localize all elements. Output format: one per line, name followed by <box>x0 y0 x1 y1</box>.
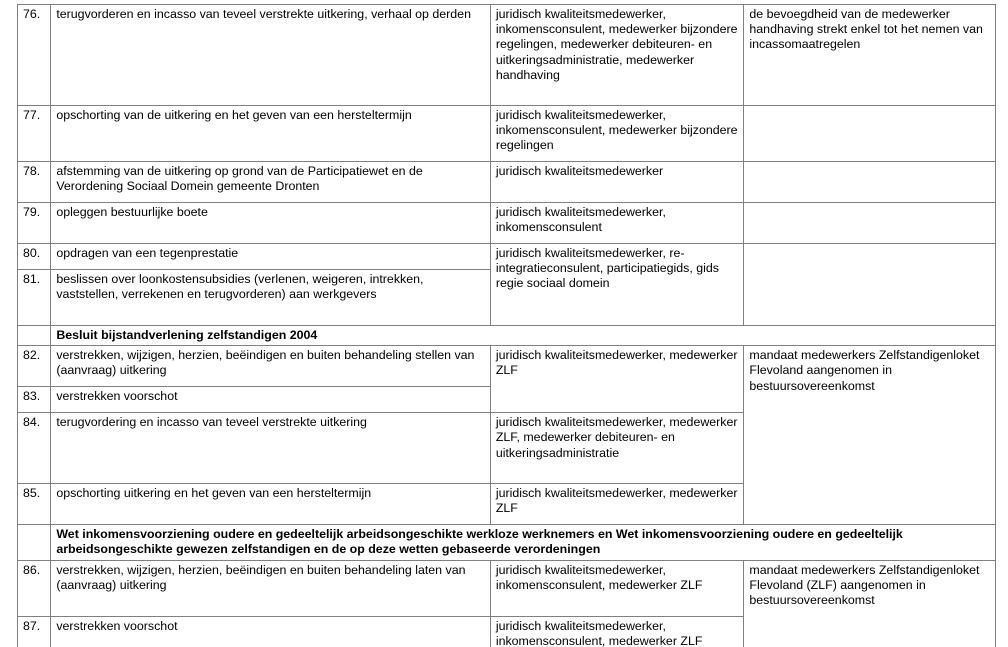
role-cell <box>490 5 744 106</box>
row-number-cell <box>18 106 51 162</box>
task-text: terugvorderen en incasso van teveel verstrekte uitkering, verhaal op derden <box>56 7 471 21</box>
task-text: verstrekken, wijzigen, herzien, beëindigen en buiten behandeling laten van (aanvraag) uitkering <box>56 562 466 592</box>
role-cell <box>490 413 744 484</box>
task-cell <box>51 484 490 525</box>
role-cell <box>490 106 744 162</box>
note-cell <box>744 5 996 106</box>
row-number-cell <box>18 525 51 560</box>
role-text: juridisch kwaliteitsmedewerker, re-integratieconsulent, participatiegids, gids regie sociaal domein <box>495 246 719 291</box>
row-number: 86. <box>23 562 41 577</box>
role-text: juridisch kwaliteitsmedewerker, inkomensconsulent, medewerker bijzondere regelingen <box>495 108 738 153</box>
task-cell <box>51 106 490 162</box>
row-number-cell <box>18 387 51 413</box>
task-cell <box>51 616 490 647</box>
row-number-cell <box>18 346 51 387</box>
row-number: 84. <box>23 415 41 430</box>
role-cell <box>490 203 744 244</box>
table-row <box>18 5 996 106</box>
role-text: juridisch kwaliteitsmedewerker, inkomensconsulent, medewerker ZLF <box>495 562 703 592</box>
role-cell <box>490 244 744 326</box>
note-text: de bevoegdheid van de medewerker handhaving strekt enkel tot het nemen van incassomaatregelen <box>749 7 983 52</box>
row-number-cell <box>18 413 51 484</box>
task-text: afstemming van de uitkering op grond van de Participatiewet en de Verordening Sociaal Domein gemeente Dronten <box>56 164 423 194</box>
role-text: juridisch kwaliteitsmedewerker, medewerker ZLF <box>495 348 738 378</box>
row-number-cell <box>18 560 51 616</box>
section-heading-row <box>18 326 996 346</box>
task-cell <box>51 560 490 616</box>
row-number-cell <box>18 270 51 326</box>
section-heading-text: Wet inkomensvoorziening oudere en gedeeltelijk arbeidsongeschikte werkloze werknemers en Wet inkomensvoorziening oudere en gedeeltelijk arbeidsongeschikte gewezen zelfstandigen en de op deze wetten gebaseerde verordeningen <box>56 527 903 557</box>
table-row <box>18 162 996 203</box>
row-number: 87. <box>23 618 41 633</box>
note-cell <box>744 244 996 326</box>
row-number-cell <box>18 484 51 525</box>
role-text: juridisch kwaliteitsmedewerker <box>495 164 664 178</box>
task-text: opdragen van een tegenprestatie <box>56 246 239 260</box>
role-cell <box>490 616 744 647</box>
task-text: opschorting van de uitkering en het geven van een hersteltermijn <box>56 108 412 122</box>
row-number-cell <box>18 162 51 203</box>
task-cell <box>51 162 490 203</box>
task-cell <box>51 5 490 106</box>
role-text: juridisch kwaliteitsmedewerker, inkomensconsulent <box>495 205 666 235</box>
task-text: beslissen over loonkostensubsidies (verlenen, weigeren, intrekken, vaststellen, verrekenen en terugvorderen) aan werkgevers <box>56 272 424 302</box>
note-text: mandaat medewerkers Zelfstandigenloket Flevoland aangenomen in bestuursovereenkomst <box>749 348 980 393</box>
row-number: 78. <box>23 164 41 178</box>
task-text: opleggen bestuurlijke boete <box>56 205 208 219</box>
row-number: 76. <box>23 7 41 21</box>
role-text: juridisch kwaliteitsmedewerker, medewerker ZLF <box>495 486 738 516</box>
role-cell <box>490 560 744 616</box>
note-cell <box>744 203 996 244</box>
role-cell <box>490 162 744 203</box>
task-cell <box>51 244 490 270</box>
row-number: 83. <box>23 389 41 404</box>
table-row <box>18 203 996 244</box>
section-heading-cell <box>51 326 996 346</box>
row-number: 85. <box>23 486 41 501</box>
mandate-table <box>17 4 996 647</box>
note-cell <box>744 346 996 525</box>
row-number: 82. <box>23 348 41 363</box>
role-cell <box>490 484 744 525</box>
role-text: juridisch kwaliteitsmedewerker, inkomensconsulent, medewerker ZLF <box>495 618 703 647</box>
section-heading-row <box>18 525 996 560</box>
task-text: verstrekken voorschot <box>56 618 178 633</box>
row-number-cell <box>18 616 51 647</box>
task-text: verstrekken voorschot <box>56 389 178 404</box>
task-cell <box>51 270 490 326</box>
note-cell <box>744 162 996 203</box>
row-number: 79. <box>23 205 41 219</box>
role-text: juridisch kwaliteitsmedewerker, medewerker ZLF, medewerker debiteuren- en uitkeringsadministratie <box>495 415 738 460</box>
row-number: 77. <box>23 108 41 122</box>
row-number-cell <box>18 326 51 346</box>
mandate-table-body <box>18 5 996 647</box>
task-text: verstrekken, wijzigen, herzien, beëindigen en buiten behandeling stellen van (aanvraag) uitkering <box>56 348 475 378</box>
task-cell <box>51 203 490 244</box>
row-number-cell <box>18 244 51 270</box>
task-cell <box>51 346 490 387</box>
row-number: 80. <box>23 246 41 260</box>
table-row <box>18 346 996 387</box>
task-cell <box>51 413 490 484</box>
row-number-cell <box>18 5 51 106</box>
table-row <box>18 106 996 162</box>
section-heading-cell <box>51 525 996 560</box>
section-heading-text: Besluit bijstandverlening zelfstandigen 2004 <box>56 328 318 342</box>
table-row <box>18 244 996 270</box>
row-number-cell <box>18 203 51 244</box>
table-row <box>18 560 996 616</box>
note-cell <box>744 106 996 162</box>
role-text: juridisch kwaliteitsmedewerker, inkomensconsulent, medewerker bijzondere regelingen, medewerker debiteuren- en uitkeringsadministratie, medewerker handhaving <box>495 7 738 82</box>
role-cell <box>490 346 744 413</box>
note-cell <box>744 560 996 647</box>
task-text: opschorting uitkering en het geven van een hersteltermijn <box>56 486 372 501</box>
note-text: mandaat medewerkers Zelfstandigenloket Flevoland (ZLF) aangenomen in bestuursovereenkomst <box>749 562 980 608</box>
row-number: 81. <box>23 272 41 286</box>
task-text: terugvordering en incasso van teveel verstrekte uitkering <box>56 415 367 430</box>
task-cell <box>51 387 490 413</box>
